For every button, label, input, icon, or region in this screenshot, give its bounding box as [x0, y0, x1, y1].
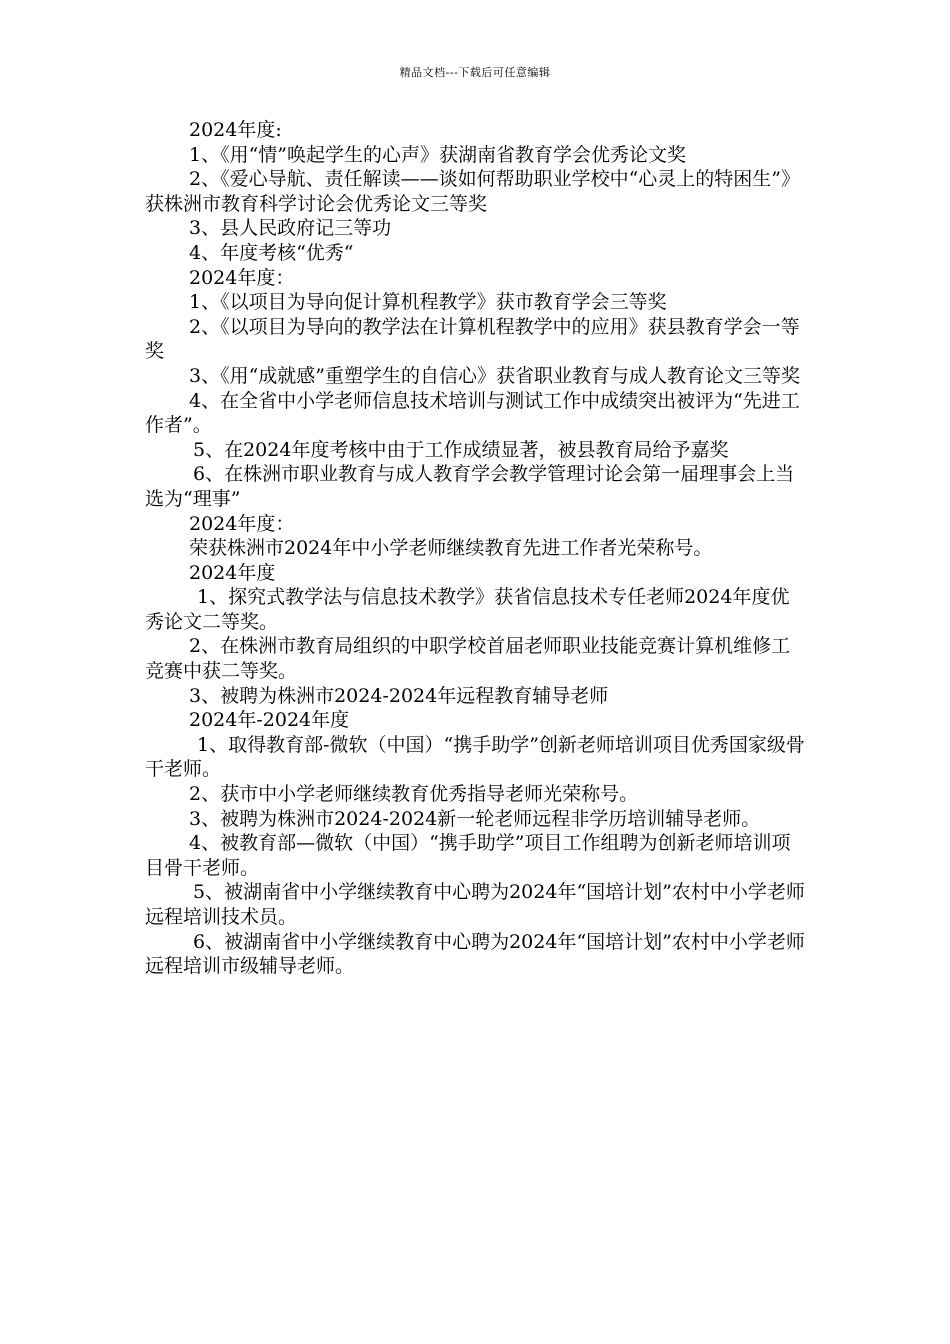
paragraph: 2024年度: [189, 561, 276, 584]
document-body: [145, 118, 805, 979]
paragraph: 2、在株洲市教育局组织的中职学校首届老师职业技能竞赛计算机维修工竞赛中获二等奖。: [145, 635, 791, 683]
paragraph: 2、《以项目为导向的教学法在计算机程教学中的应用》获县教育学会一等奖: [145, 315, 800, 363]
paragraph: 1、《用“情”唤起学生的心声》获湖南省教育学会优秀论文奖: [189, 143, 687, 166]
paragraph: 3、被聘为株洲市2024-2024新一轮老师远程非学历培训辅导老师。: [189, 807, 761, 830]
paragraph: 5、被湖南省中小学继续教育中心聘为2024年“国培计划”农村中小学老师远程培训技术员。: [145, 881, 805, 928]
paragraph: 2024年度:: [189, 119, 282, 141]
paragraph: 1、《以项目为导向促计算机程教学》获市教育学会三等奖: [189, 291, 667, 314]
paragraph: 2、获市中小学老师继续教育优秀指导老师光荣称号。: [189, 783, 639, 806]
paragraph: 荣获株洲市2024年中小学老师继续教育先进工作者光荣称号。: [189, 537, 713, 560]
paragraph: 4、年度考核“优秀“: [189, 241, 354, 264]
paragraph: 3、被聘为株洲市2024-2024年远程教育辅导老师: [189, 684, 609, 707]
paragraph: 2024年-2024年度: [189, 709, 350, 732]
paragraph: 4、在全省中小学老师信息技术培训与测试工作中成绩突出被评为“先进工作者”。: [145, 389, 800, 437]
paragraph: 5、在2024年度考核中由于工作成绩显著，被县教育局给予嘉奖: [193, 438, 729, 461]
paragraph: 4、被教育部—微软（中国）“携手助学”项目工作组聘为创新老师培训项目骨干老师。: [145, 832, 791, 879]
paragraph: 1、取得教育部-微软（中国）“携手助学”创新老师培训项目优秀国家级骨干老师。: [145, 733, 805, 781]
paragraph: 3、《用“成就感”重塑学生的自信心》获省职业教育与成人教育论文三等奖: [189, 364, 801, 387]
paragraph: 1、探究式教学法与信息技术教学》获省信息技术专任老师2024年度优秀论文二等奖。: [145, 586, 790, 633]
paragraph: 6、在株洲市职业教育与成人教育学会教学管理讨论会第一届理事会上当选为“理事”: [145, 463, 795, 510]
paragraph: 3、县人民政府记三等功: [189, 217, 392, 240]
paragraph: 2、《爱心导航、责任解读——谈如何帮助职业学校中“心灵上的特困生”》获株洲市教育科学讨论会优秀论文三等奖: [145, 168, 801, 215]
paragraph: 2024年度：: [189, 512, 295, 535]
page-header: 精品文档---下载后可任意编辑: [399, 66, 551, 79]
paragraph: 2024年度：: [189, 266, 295, 289]
paragraph: 6、被湖南省中小学继续教育中心聘为2024年“国培计划”农村中小学老师远程培训市级辅导老师。: [145, 930, 805, 978]
